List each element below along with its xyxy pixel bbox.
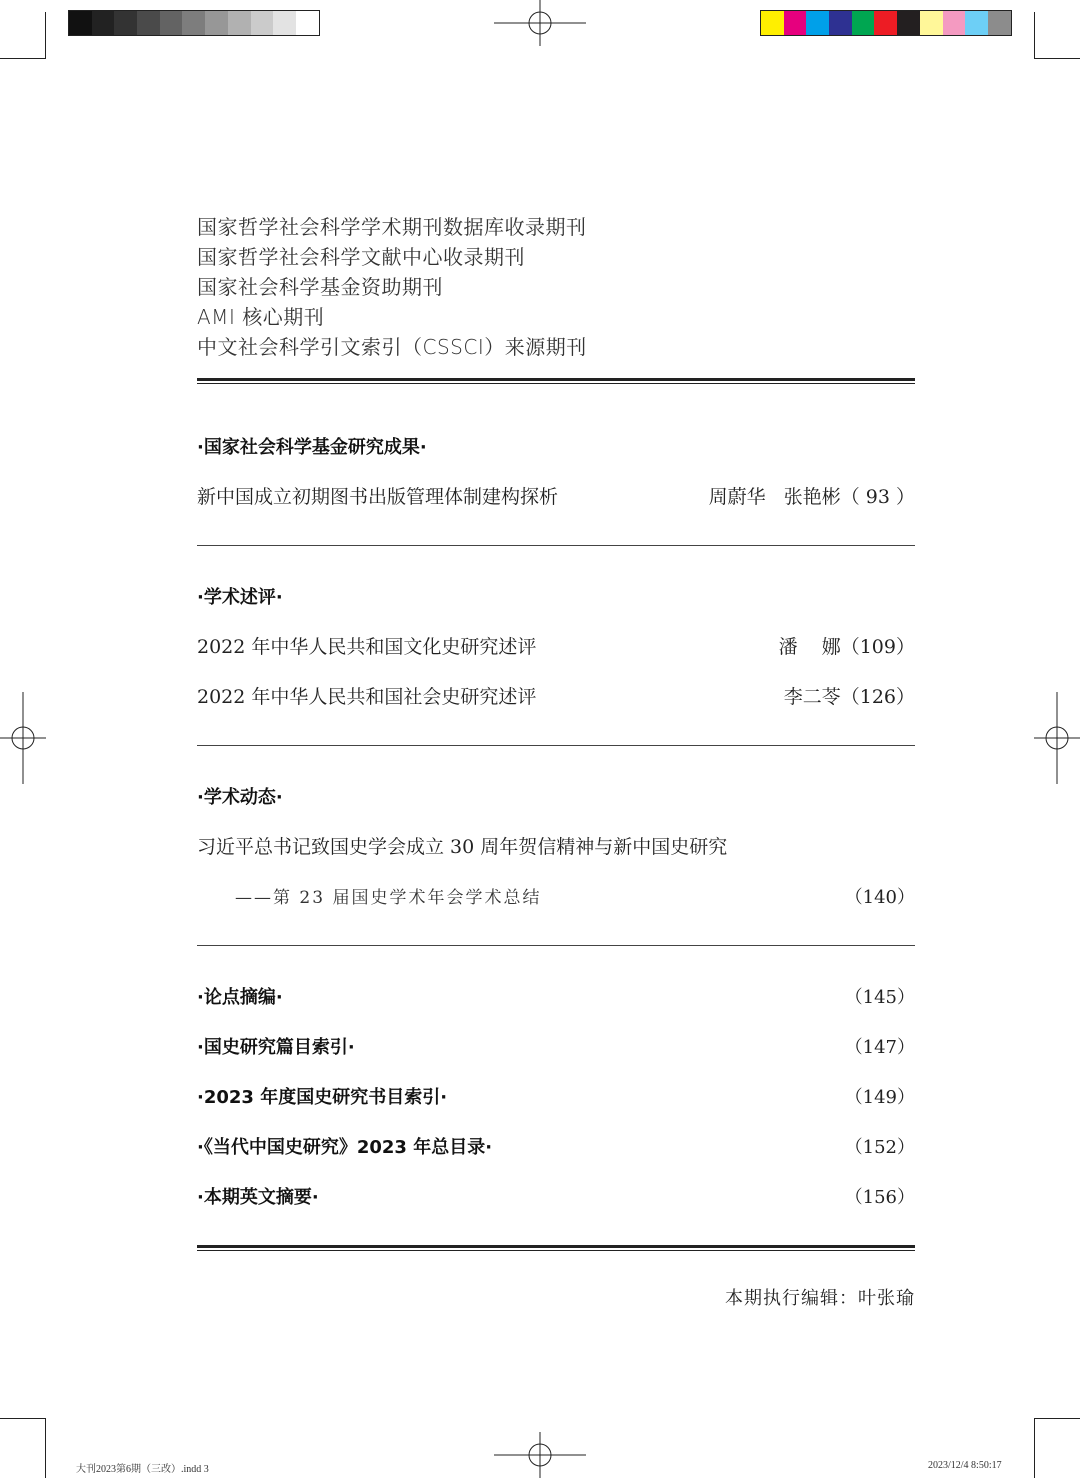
entry-title: 新中国成立初期图书出版管理体制建构探析 bbox=[197, 486, 559, 508]
color-swatch bbox=[943, 11, 966, 35]
page-number: （149） bbox=[844, 1087, 915, 1108]
entry-author-page: 李二苓（126） bbox=[783, 686, 915, 708]
color-calibration-bar bbox=[760, 10, 1012, 36]
grey-swatch bbox=[296, 11, 319, 35]
indexing-item: 国家哲学社会科学学术期刊数据库收录期刊 bbox=[197, 215, 587, 239]
indexing-item: AMI 核心期刊 bbox=[197, 305, 325, 329]
divider bbox=[197, 745, 915, 746]
section-heading[interactable]: ·本期英文摘要· bbox=[197, 1187, 319, 1208]
crop-mark bbox=[0, 1418, 46, 1419]
entry-author-page: 周蔚华 张艳彬（ 93 ） bbox=[708, 486, 915, 508]
grey-swatch bbox=[137, 11, 160, 35]
color-swatch bbox=[761, 11, 784, 35]
page-number: （140） bbox=[844, 887, 915, 908]
grey-swatch bbox=[92, 11, 115, 35]
toc-entry[interactable] bbox=[197, 632, 915, 659]
color-swatch bbox=[988, 11, 1011, 35]
page-number: （156） bbox=[844, 1187, 915, 1208]
crop-mark bbox=[1034, 1418, 1080, 1419]
section-heading: ·国家社会科学基金研究成果· bbox=[197, 437, 427, 458]
grey-swatch bbox=[69, 11, 92, 35]
crop-mark bbox=[1034, 58, 1080, 59]
indexing-item: 国家社会科学基金资助期刊 bbox=[197, 275, 443, 299]
color-swatch bbox=[965, 11, 988, 35]
grey-swatch bbox=[182, 11, 205, 35]
crop-mark bbox=[45, 1418, 46, 1478]
indexing-item: 中文社会科学引文索引（CSSCI）来源期刊 bbox=[197, 335, 587, 359]
toc-entry[interactable] bbox=[197, 832, 915, 859]
grey-swatch bbox=[114, 11, 137, 35]
color-swatch bbox=[806, 11, 829, 35]
grey-swatch bbox=[160, 11, 183, 35]
color-swatch bbox=[874, 11, 897, 35]
section-heading[interactable]: ·论点摘编· bbox=[197, 987, 283, 1008]
section-heading[interactable]: ·国史研究篇目索引· bbox=[197, 1037, 355, 1058]
registration-mark-right bbox=[1034, 692, 1080, 784]
grey-swatch bbox=[228, 11, 251, 35]
executive-editor: 本期执行编辑：叶张瑜 bbox=[725, 1288, 915, 1309]
page-number: （147） bbox=[844, 1037, 915, 1058]
toc-entry[interactable] bbox=[197, 482, 915, 509]
crop-mark bbox=[1034, 1418, 1035, 1478]
indexing-item: 国家哲学社会科学文献中心收录期刊 bbox=[197, 245, 525, 269]
timestamp-slug: 2023/12/4 8:50:17 bbox=[928, 1460, 1002, 1471]
double-rule-top bbox=[197, 378, 915, 384]
entry-title: 2022 年中华人民共和国社会史研究述评 bbox=[197, 686, 537, 708]
grey-swatch bbox=[273, 11, 296, 35]
color-swatch bbox=[920, 11, 943, 35]
entry-author-page: 潘 娜（109） bbox=[778, 636, 915, 658]
registration-mark-left bbox=[0, 692, 46, 784]
double-rule-bottom bbox=[197, 1245, 915, 1251]
grey-calibration-bar bbox=[68, 10, 320, 36]
divider bbox=[197, 545, 915, 546]
entry-subtitle: ——第 23 届国史学术年会学术总结 bbox=[235, 888, 542, 908]
section-heading: ·学术动态· bbox=[197, 787, 283, 808]
crop-mark bbox=[0, 58, 46, 59]
color-swatch bbox=[852, 11, 875, 35]
grey-swatch bbox=[251, 11, 274, 35]
page-number: （145） bbox=[844, 987, 915, 1008]
toc-entry[interactable] bbox=[197, 682, 915, 709]
section-heading[interactable]: ·《当代中国史研究》2023 年总目录· bbox=[197, 1137, 493, 1158]
grey-swatch bbox=[205, 11, 228, 35]
section-heading: ·学术述评· bbox=[197, 587, 283, 608]
color-swatch bbox=[897, 11, 920, 35]
indexing-list bbox=[197, 212, 587, 362]
color-swatch bbox=[829, 11, 852, 35]
registration-mark-bottom bbox=[494, 1432, 586, 1478]
color-swatch bbox=[784, 11, 807, 35]
crop-mark bbox=[1034, 12, 1035, 58]
file-slug: 大刊2023第6期（三改）.indd 3 bbox=[76, 1464, 209, 1475]
registration-mark-top bbox=[494, 0, 586, 46]
crop-mark bbox=[45, 12, 46, 58]
entry-title: 2022 年中华人民共和国文化史研究述评 bbox=[197, 636, 537, 658]
section-heading[interactable]: ·2023 年度国史研究书目索引· bbox=[197, 1087, 448, 1108]
page-number: （152） bbox=[844, 1137, 915, 1158]
divider bbox=[197, 945, 915, 946]
entry-title: 习近平总书记致国史学会成立 30 周年贺信精神与新中国史研究 bbox=[197, 836, 728, 858]
